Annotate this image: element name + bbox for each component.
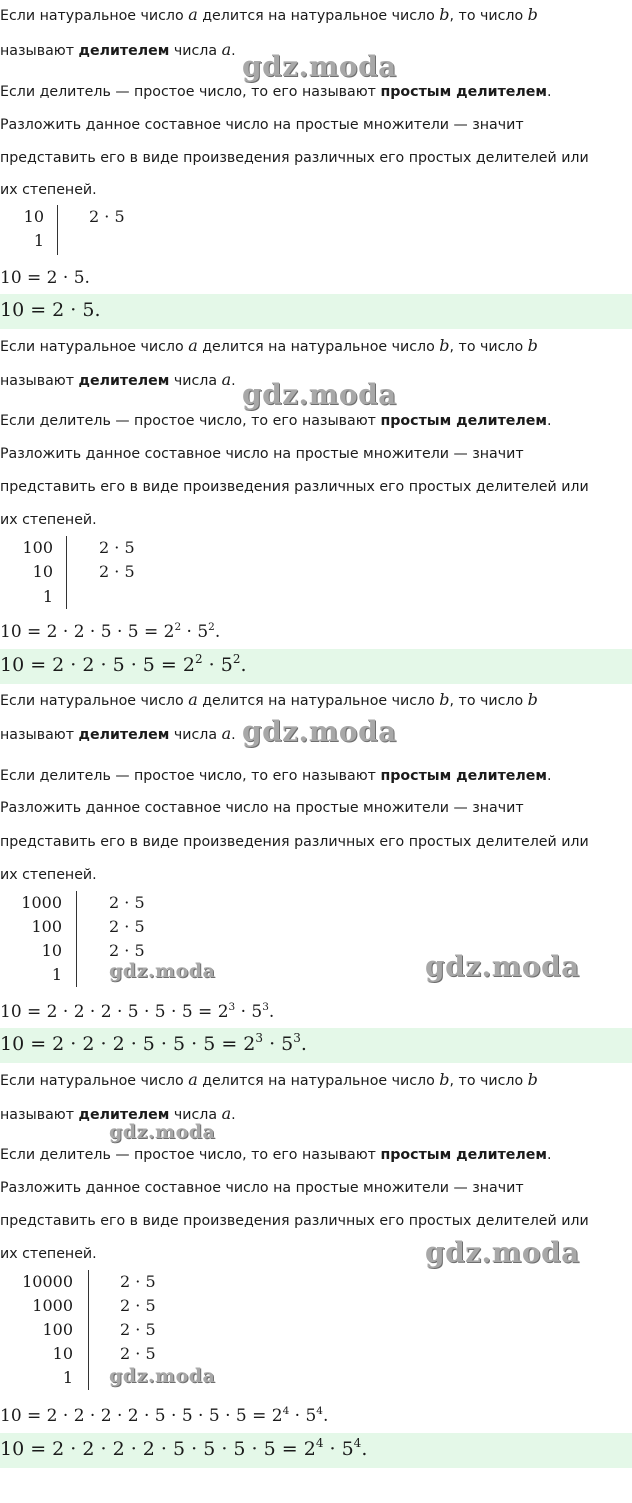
watermark: gdz.moda: [242, 50, 397, 83]
table-number: 1: [33, 231, 44, 250]
definition-divisor-line-2: называют делителем числа a.: [0, 370, 236, 389]
table-factor: 2 · 5: [99, 538, 135, 557]
table-divider: [66, 536, 67, 609]
table-number: 1: [42, 587, 53, 606]
table-factor: 2 · 5: [89, 207, 125, 226]
decomposition-text-line-2: представить его в виде произведения различных его простых делителей или: [0, 479, 589, 495]
table-number: 1000: [21, 893, 62, 912]
decomposition-text-line-1: Разложить данное составное число на простые множители — значит: [0, 800, 524, 816]
table-number: 100: [31, 917, 62, 936]
table-number: 1000: [32, 1296, 73, 1315]
table-factor: 2 · 5: [109, 941, 145, 960]
watermark: gdz.moda: [242, 378, 397, 411]
table-factor: 2 · 5: [99, 562, 135, 581]
answer-equation: $10 = 2 \cdot 2 \cdot 2 \cdot 2 \cdot 5 \cdot 5 \cdot 5 \cdot 5 = 2^4 \cdot 5^4$.: [0, 1436, 368, 1460]
definition-divisor-line-2: называют делителем числа a.: [0, 40, 236, 59]
definition-divisor-line-1: Если натуральное число a делится на натуральное число b, то число b: [0, 336, 538, 355]
table-number: 10: [41, 941, 62, 960]
watermark: gdz.moda: [425, 950, 580, 983]
equation: 10 = 2 · 5.: [0, 268, 90, 288]
equation: $10 = 2 \cdot 2 \cdot 5 \cdot 5 = 2^2 \cdot 5^2$.: [0, 621, 221, 642]
watermark: gdz.moda: [425, 1236, 580, 1269]
answer-equation: $10 = 2 \cdot 2 \cdot 5 \cdot 5 = 2^2 \cdot 5^2$.: [0, 652, 247, 676]
table-number: 100: [22, 538, 53, 557]
table-factor: 2 · 5: [120, 1296, 156, 1315]
definition-prime-divisor: Если делитель — простое число, то его называют простым делителем.: [0, 413, 552, 429]
table-number: 100: [42, 1320, 73, 1339]
decomposition-text-line-2: представить его в виде произведения различных его простых делителей или: [0, 1213, 589, 1229]
definition-prime-divisor: Если делитель — простое число, то его называют простым делителем.: [0, 84, 552, 100]
equation: $10 = 2 \cdot 2 \cdot 2 \cdot 2 \cdot 5 \cdot 5 \cdot 5 \cdot 5 = 2^4 \cdot 5^4$.: [0, 1405, 329, 1426]
equation: $10 = 2 \cdot 2 \cdot 2 \cdot 5 \cdot 5 \cdot 5 = 2^3 \cdot 5^3$.: [0, 1001, 275, 1022]
table-number: 10: [32, 562, 53, 581]
decomposition-text-line-3: их степеней.: [0, 867, 97, 883]
table-divider: [88, 1270, 89, 1390]
table-number: 10000: [22, 1272, 73, 1291]
answer-equation: 10 = 2 · 5.: [0, 299, 101, 321]
watermark: gdz.moda: [109, 960, 216, 982]
definition-divisor-line-2: называют делителем числа a.: [0, 1104, 236, 1123]
decomposition-text-line-1: Разложить данное составное число на простые множители — значит: [0, 1180, 524, 1196]
table-divider: [57, 205, 58, 255]
decomposition-text-line-3: их степеней.: [0, 182, 97, 198]
decomposition-text-line-1: Разложить данное составное число на простые множители — значит: [0, 446, 524, 462]
answer-box: [0, 1433, 632, 1468]
decomposition-text-line-1: Разложить данное составное число на простые множители — значит: [0, 117, 524, 133]
table-factor: 2 · 5: [109, 917, 145, 936]
table-number: 1: [62, 1368, 73, 1387]
table-number: 10: [52, 1344, 73, 1363]
definition-prime-divisor: Если делитель — простое число, то его называют простым делителем.: [0, 768, 552, 784]
answer-box: [0, 649, 632, 684]
decomposition-text-line-3: их степеней.: [0, 512, 97, 528]
table-divider: [76, 891, 77, 987]
decomposition-text-line-2: представить его в виде произведения различных его простых делителей или: [0, 834, 589, 850]
definition-divisor-line-1: Если натуральное число a делится на натуральное число b, то число b: [0, 1070, 538, 1089]
answer-box: [0, 1028, 632, 1063]
table-factor: 2 · 5: [120, 1272, 156, 1291]
watermark: gdz.moda: [109, 1365, 216, 1387]
definition-divisor-line-1: Если натуральное число a делится на натуральное число b, то число b: [0, 690, 538, 709]
decomposition-text-line-2: представить его в виде произведения различных его простых делителей или: [0, 150, 589, 166]
definition-divisor-line-2: называют делителем числа a.: [0, 724, 236, 743]
table-number: 1: [51, 965, 62, 984]
definition-divisor-line-1: Если натуральное число a делится на натуральное число b, то число b: [0, 5, 538, 24]
table-factor: 2 · 5: [109, 893, 145, 912]
table-factor: 2 · 5: [120, 1344, 156, 1363]
table-factor: 2 · 5: [120, 1320, 156, 1339]
definition-prime-divisor: Если делитель — простое число, то его называют простым делителем.: [0, 1147, 552, 1163]
table-number: 10: [23, 207, 44, 226]
watermark: gdz.moda: [109, 1121, 216, 1143]
watermark: gdz.moda: [242, 715, 397, 748]
answer-equation: $10 = 2 \cdot 2 \cdot 2 \cdot 5 \cdot 5 \cdot 5 = 2^3 \cdot 5^3$.: [0, 1031, 307, 1055]
answer-box: [0, 294, 632, 329]
decomposition-text-line-3: их степеней.: [0, 1246, 97, 1262]
